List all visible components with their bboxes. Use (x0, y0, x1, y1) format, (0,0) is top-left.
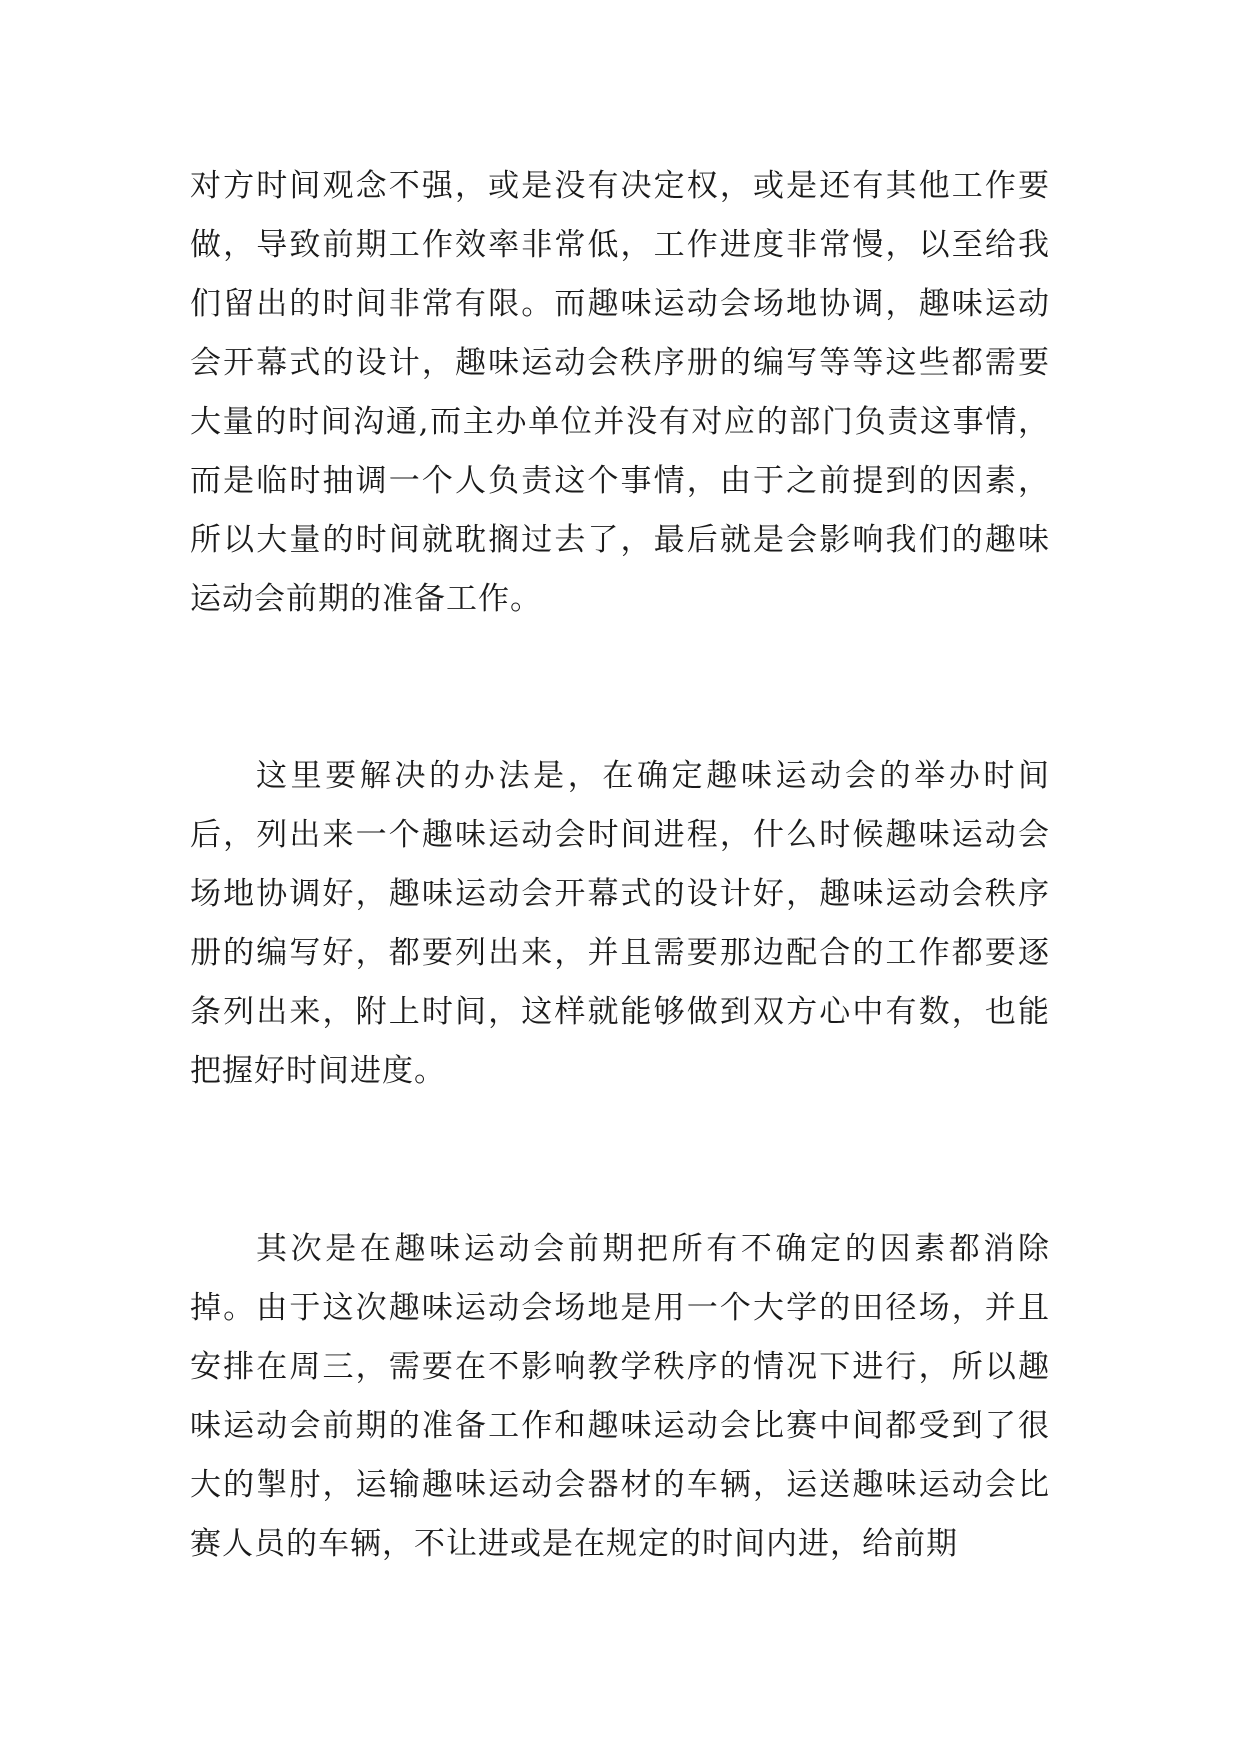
body-paragraph-3: 其次是在趣味运动会前期把所有不确定的因素都消除掉。由于这次趣味运动会场地是用一个大学的田径场，并且安排在周三，需要在不影响教学秩序的情况下进行，所以趣味运动会前期的准备工作和趣味运动会比赛中间都受到了很大的掣肘，运输趣味运动会器材的车辆，运送趣味运动会比赛人员的车辆，不让进或是在规定的时间内进，给前期 (190, 1231, 1050, 1562)
body-paragraph-1: 对方时间观念不强，或是没有决定权，或是还有其他工作要做，导致前期工作效率非常低，工作进度非常慢，以至给我们留出的时间非常有限。而趣味运动会场地协调，趣味运动会开幕式的设计，趣味运动会秩序册的编写等等这些都需要大量的时间沟通,而主办单位并没有对应的部门负责这事情，而是临时抽调一个人负责这个事情，由于之前提到的因素，所以大量的时间就耽搁过去了，最后就是会影响我们的趣味运动会前期的准备工作。 (190, 168, 1050, 617)
body-paragraph-2: 这里要解决的办法是，在确定趣味运动会的举办时间后，列出来一个趣味运动会时间进程，什么时候趣味运动会场地协调好，趣味运动会开幕式的设计好，趣味运动会秩序册的编写好，都要列出来，并且需要那边配合的工作都要逐条列出来，附上时间，这样就能够做到双方心中有数，也能把握好时间进度。 (190, 758, 1050, 1089)
